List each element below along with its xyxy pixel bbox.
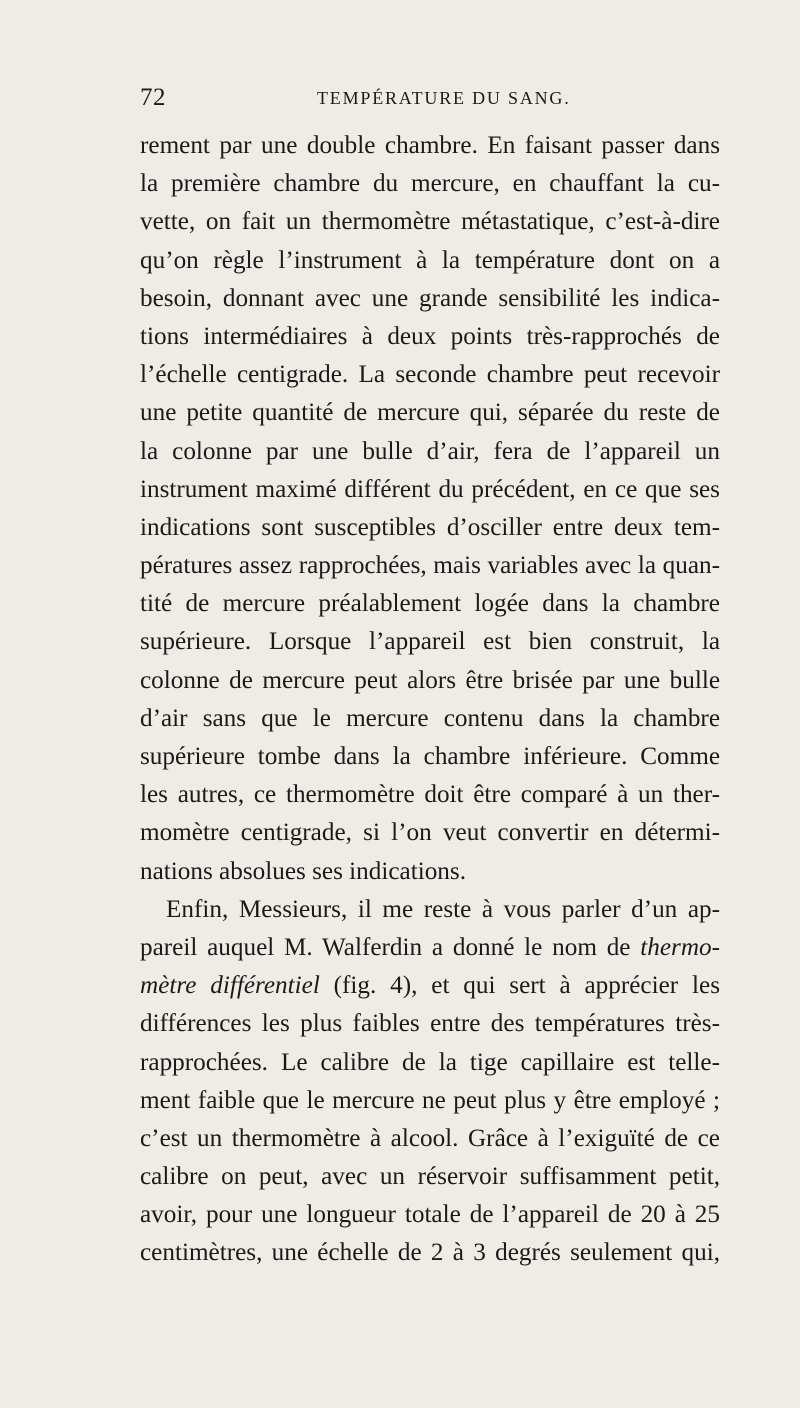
text-line: centimètres, une échelle de 2 à 3 degrés seulement qui, xyxy=(140,1239,720,1267)
text-line: supérieure. Lorsque l’appareil est bien construit, la xyxy=(140,628,720,656)
text-segment: pareil auquel M. Walferdin a donné le nom de xyxy=(140,933,631,961)
text-line xyxy=(140,967,720,1005)
text-line: Enfin, Messieurs, il me reste à vous parler d’un ap- xyxy=(166,895,720,923)
text-line: calibre on peut, avec un réservoir suffisamment petit, xyxy=(140,1163,720,1191)
text-line: tions intermédiaires à deux points très-rapprochés de xyxy=(140,322,720,350)
text-line: une petite quantité de mercure qui, séparée du reste de xyxy=(140,399,720,427)
text-line: rement par une double chambre. En faisant passer dans xyxy=(140,132,720,159)
text-line: momètre centigrade, si l’on veut convertir en détermi- xyxy=(140,819,720,847)
text-line: indications sont susceptibles d’osciller entre deux tem- xyxy=(140,513,720,541)
text-line: colonne de mercure peut alors être brisée par une bulle xyxy=(140,666,720,694)
text-line: d’air sans que le mercure contenu dans la chambre xyxy=(140,704,720,732)
text-line xyxy=(140,929,720,967)
page-number: 72 xyxy=(140,84,166,111)
body-text xyxy=(140,127,720,1273)
text-line: avoir, pour une longueur totale de l’appareil de 20 à 25 xyxy=(140,1201,720,1229)
text-line: instrument maximé différent du précédent, en ce que ses xyxy=(140,475,720,503)
page-header xyxy=(140,84,700,114)
text-line: besoin, donnant avec une grande sensibilité les indica- xyxy=(140,284,720,312)
text-line: c’est un thermomètre à alcool. Grâce à l’exiguïté de ce xyxy=(140,1124,720,1152)
text-segment: (fig. 4), et qui sert à apprécier les xyxy=(319,972,720,1000)
text-line: nations absolues ses indications. xyxy=(140,857,466,885)
text-line: ment faible que le mercure ne peut plus y être employé ; xyxy=(140,1086,720,1114)
text-line: l’échelle centigrade. La seconde chambre peut recevoir xyxy=(140,361,720,389)
running-head: TEMPÉRATURE DU SANG. xyxy=(317,88,571,108)
text-line: la première chambre du mercure, en chauffant la cu- xyxy=(140,170,720,198)
text-line: vette, on fait un thermomètre métastatique, c’est-à-dire xyxy=(140,208,720,236)
text-line: pératures assez rapprochées, mais variables avec la quan- xyxy=(140,552,720,580)
text-line: la colonne par une bulle d’air, fera de l’appareil un xyxy=(140,437,720,465)
italic-term: thermo- xyxy=(640,933,720,961)
text-line: supérieure tombe dans la chambre inférieure. Comme xyxy=(140,743,720,770)
text-line: rapprochées. Le calibre de la tige capillaire est telle- xyxy=(140,1048,720,1076)
text-line: différences les plus faibles entre des températures très- xyxy=(140,1010,720,1038)
text-line: tité de mercure préalablement logée dans la chambre xyxy=(140,590,720,618)
text-line: les autres, ce thermomètre doit être comparé à un ther- xyxy=(140,781,720,809)
italic-term: mètre différentiel xyxy=(140,972,320,1000)
text-line: qu’on règle l’instrument à la température dont on a xyxy=(140,246,720,274)
